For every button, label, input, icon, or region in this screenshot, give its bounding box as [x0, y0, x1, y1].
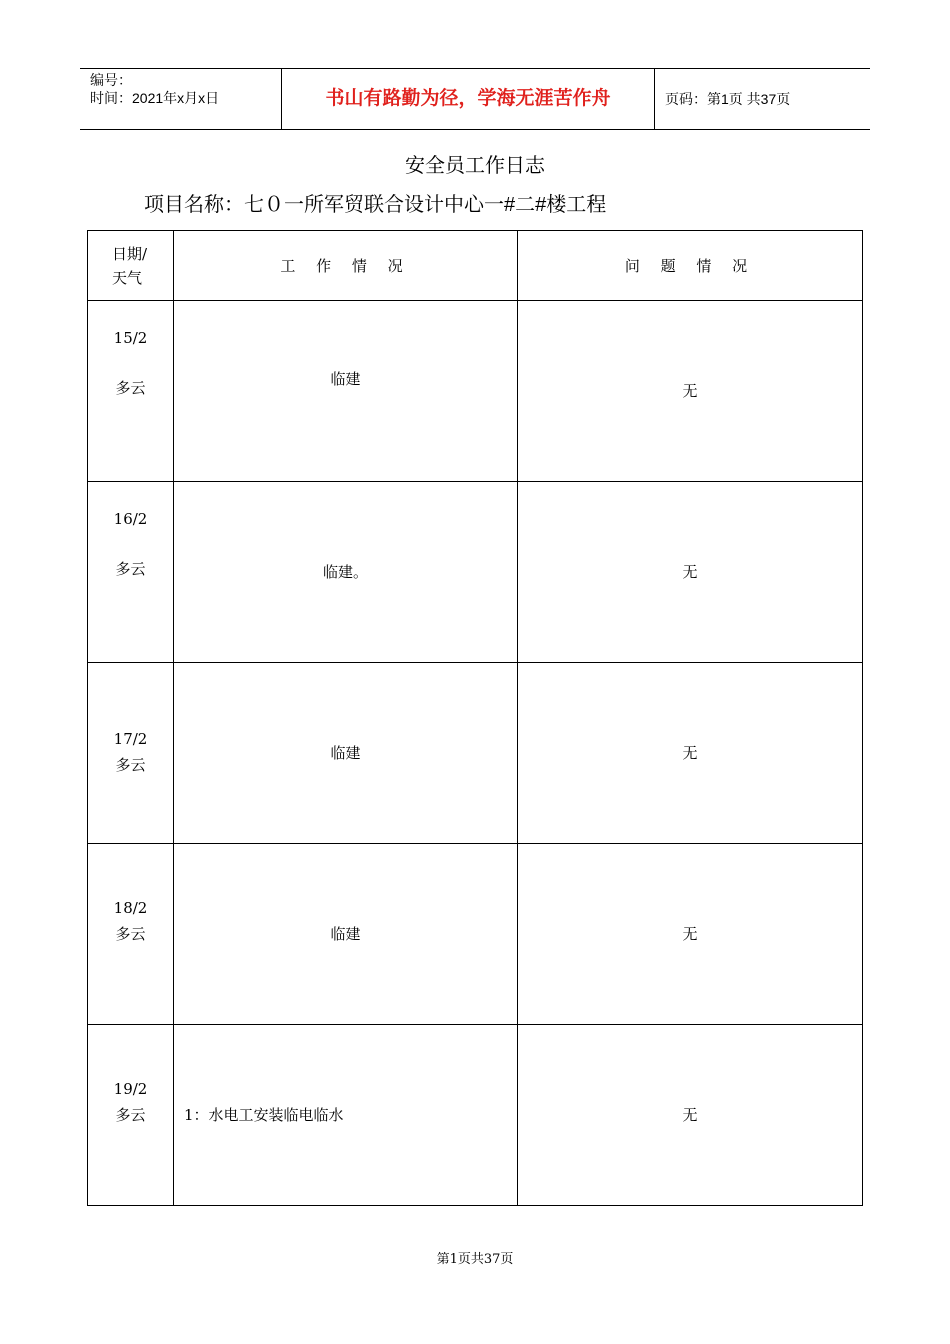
table-row [88, 663, 863, 844]
work-log-table [87, 230, 863, 1206]
issue-value: 无 [682, 563, 698, 581]
date-cell [88, 301, 174, 482]
work-cell [174, 482, 518, 663]
weather-value: 多云 [115, 756, 146, 774]
column-header-issue: 问 题 情 况 [518, 231, 863, 301]
issue-value: 无 [682, 744, 698, 762]
issue-cell [518, 663, 863, 844]
header-page-label: 页码：第1页 共37页 [665, 91, 791, 107]
date-value: 16/2 [113, 510, 148, 528]
date-cell [88, 663, 174, 844]
date-value: 18/2 [113, 899, 148, 917]
work-cell [174, 301, 518, 482]
date-value: 19/2 [113, 1080, 148, 1098]
time-label: 时间：2021年x月x日 [90, 90, 220, 106]
work-value: 临建。 [322, 563, 368, 581]
issue-value: 无 [682, 382, 698, 400]
work-cell [174, 844, 518, 1025]
date-value: 17/2 [113, 730, 148, 748]
issue-value: 无 [682, 1106, 698, 1124]
table-row [88, 1025, 863, 1206]
column-header-date [88, 231, 174, 301]
header-motto: 书山有路勤为径，学海无涯苦作舟 [325, 88, 611, 109]
weather-header-label: 天气 [112, 268, 143, 287]
issue-cell [518, 1025, 863, 1206]
date-cell [88, 844, 174, 1025]
issue-cell [518, 844, 863, 1025]
work-cell [174, 663, 518, 844]
work-value: 1：水电工安装临电临水 [184, 1106, 344, 1124]
table-row [88, 301, 863, 482]
table-row [88, 844, 863, 1025]
date-cell [88, 482, 174, 663]
date-value: 15/2 [113, 329, 148, 347]
document-title: 安全员工作日志 [405, 155, 545, 177]
column-header-work: 工 作 情 况 [174, 231, 518, 301]
table-header-row [88, 231, 863, 301]
work-value: 临建 [330, 744, 361, 762]
issue-cell [518, 301, 863, 482]
weather-value: 多云 [115, 925, 146, 943]
work-value: 临建 [330, 925, 361, 943]
weather-value: 多云 [115, 379, 146, 397]
date-cell [88, 1025, 174, 1206]
issue-cell [518, 482, 863, 663]
weather-value: 多云 [115, 560, 146, 578]
page-header [80, 68, 870, 130]
page-footer: 第1页共37页 [436, 1252, 514, 1267]
work-cell [174, 1025, 518, 1206]
date-header-label: 日期/ [112, 244, 148, 263]
table-row [88, 482, 863, 663]
header-divider [654, 69, 655, 129]
project-name: 项目名称：七０一所军贸联合设计中心一#二#楼工程 [144, 194, 607, 216]
number-label: 编号： [90, 72, 132, 88]
issue-value: 无 [682, 925, 698, 943]
header-meta [90, 71, 219, 107]
work-value: 临建 [330, 370, 361, 388]
weather-value: 多云 [115, 1106, 146, 1124]
